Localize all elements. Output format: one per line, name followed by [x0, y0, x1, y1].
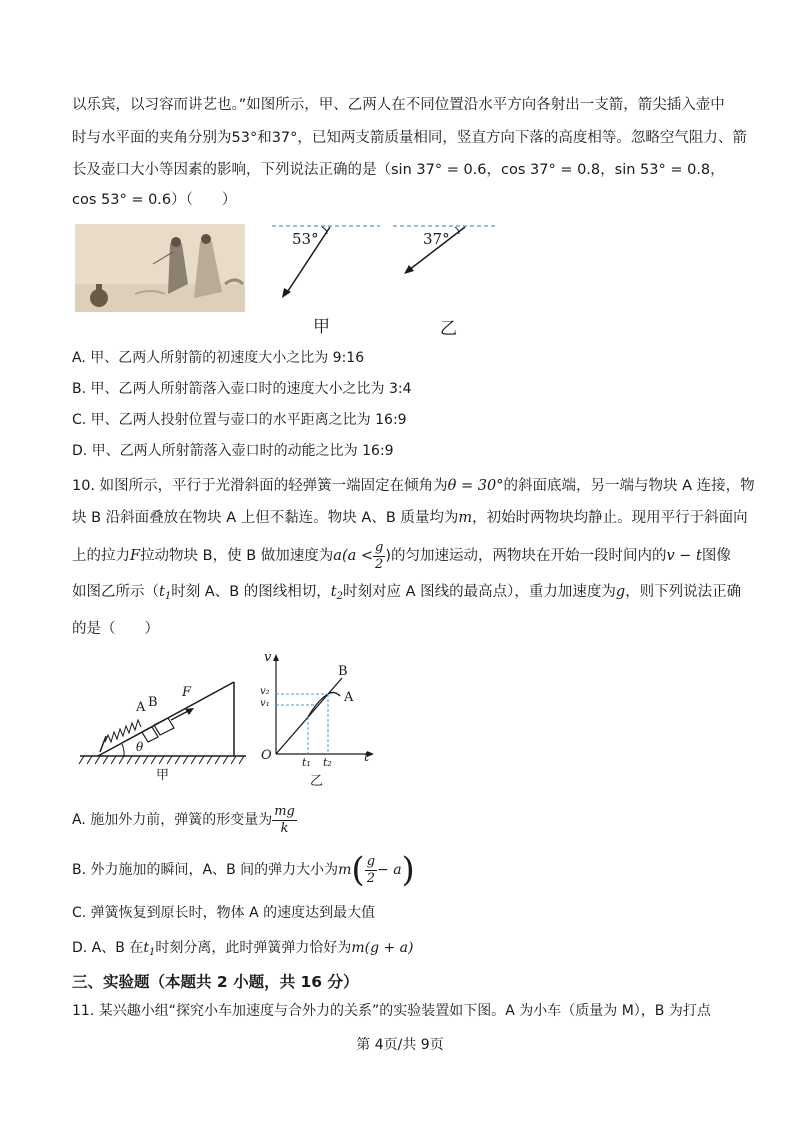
q9-option-d: D. 甲、乙两人所射箭落入壶口时的动能之比为 16:9 [72, 443, 394, 459]
fraction-g-over-2: $\frac{g}{2}$ [375, 539, 384, 572]
archery-painting [75, 224, 245, 312]
q9-option-c: C. 甲、乙两人投射位置与壶口的水平距离之比为 16:9 [72, 412, 407, 428]
figure-label-yi-2: 乙 [310, 774, 324, 789]
block-a-label: A [136, 700, 146, 715]
origin-label: O [261, 748, 272, 763]
q10-line-4: 如图乙所示（$t_1$时刻 A、B 的图线相切，$t_2$时刻对应 A 图线的最高点），重力加速度为g，则下列说法正确 [72, 584, 742, 602]
section-three-heading: 三、实验题（本题共 2 小题，共 16 分） [72, 973, 359, 991]
fraction-g-over-2-b: $\frac{g}{2}$ [366, 853, 376, 886]
t1-label: t₁ [302, 756, 311, 769]
q9-line-1: 以乐宾，以习容而讲艺也。”如图所示，甲、乙两人在不同位置沿水平方向各射出一支箭，箭尖插入壶中 [72, 97, 725, 113]
force-f-label: F [182, 685, 192, 700]
q9-line-2: 时与水平面的夹角分别为53°和37°，已知两支箭质量相同，竖直方向下落的高度相等。忽略空气阻力、箭 [72, 130, 747, 146]
q10-option-a: A. 施加外力前，弹簧的形变量为 $\frac{mg}{k}$ [72, 803, 295, 836]
page-footer: 第 4页/共 9页 [356, 1037, 444, 1053]
arrow-diagram-jia [272, 222, 382, 302]
q11-line-1: 11. 某兴趣小组“探究小车加速度与合外力的关系”的实验装置如下图。A 为小车（质量为 M），B 为打点 [72, 1003, 711, 1019]
incline-spring-diagram [78, 680, 253, 783]
theta-label: θ [136, 740, 144, 754]
vt-graph [258, 650, 378, 790]
q10-line-1: 10. 如图所示，平行于光滑斜面的轻弹簧一端固定在倾角为θ = 30°的斜面底端，另一端与物块 A 连接，物 [72, 478, 755, 494]
block-b-label: B [148, 695, 158, 710]
q9-line-3: 长及壶口大小等因素的影响，下列说法正确的是（sin 37° = 0.6，cos 37° = 0.8，sin 53° = 0.8， [72, 162, 725, 178]
v2-label: v₂ [260, 686, 270, 697]
q10-line-5: 的是（ ） [72, 621, 159, 637]
figure-label-jia-2: 甲 [156, 768, 170, 783]
q9-line-4: cos 53° = 0.6）（ ） [72, 192, 237, 208]
figure-label-jia: 甲 [313, 317, 330, 337]
q10-line-2: 块 B 沿斜面叠放在物块 A 上但不黏连。物块 A、B 质量均为m，初始时两物块均静止。现用平行于斜面向 [72, 510, 748, 526]
axis-v-label: v [264, 650, 272, 665]
angle-53-label: 53° [292, 230, 319, 248]
v1-label: v₁ [260, 698, 270, 709]
angle-37-label: 37° [423, 230, 450, 248]
curve-b-label: B [338, 664, 348, 679]
curve-a-label: A [344, 690, 354, 705]
figure-label-yi: 乙 [440, 319, 457, 339]
q10-option-b: B. 外力施加的瞬间，A、B 间的弹力大小为m( $\frac{g}{2}$ − a) [72, 850, 415, 890]
q10-option-d: D. A、B 在$t_1$时刻分离，此时弹簧弹力恰好为m(g + a) [72, 940, 414, 958]
axis-t-label: t [364, 750, 370, 765]
q9-option-a: A. 甲、乙两人所射箭的初速度大小之比为 9:16 [72, 350, 365, 366]
q9-option-b: B. 甲、乙两人所射箭落入壶口时的速度大小之比为 3:4 [72, 381, 412, 397]
arrow-diagram-yi [393, 222, 503, 282]
q10-option-c: C. 弹簧恢复到原长时，物体 A 的速度达到最大值 [72, 905, 376, 921]
fraction-mg-over-k: $\frac{mg}{k}$ [274, 803, 295, 836]
t2-label: t₂ [323, 756, 332, 769]
q10-line-3: 上的拉力F拉动物块 B，使 B 做加速度为a(a < $\frac{g}{2}$ )的匀加速运动，两物块在开始一段时间内的v − t图像 [72, 539, 731, 572]
